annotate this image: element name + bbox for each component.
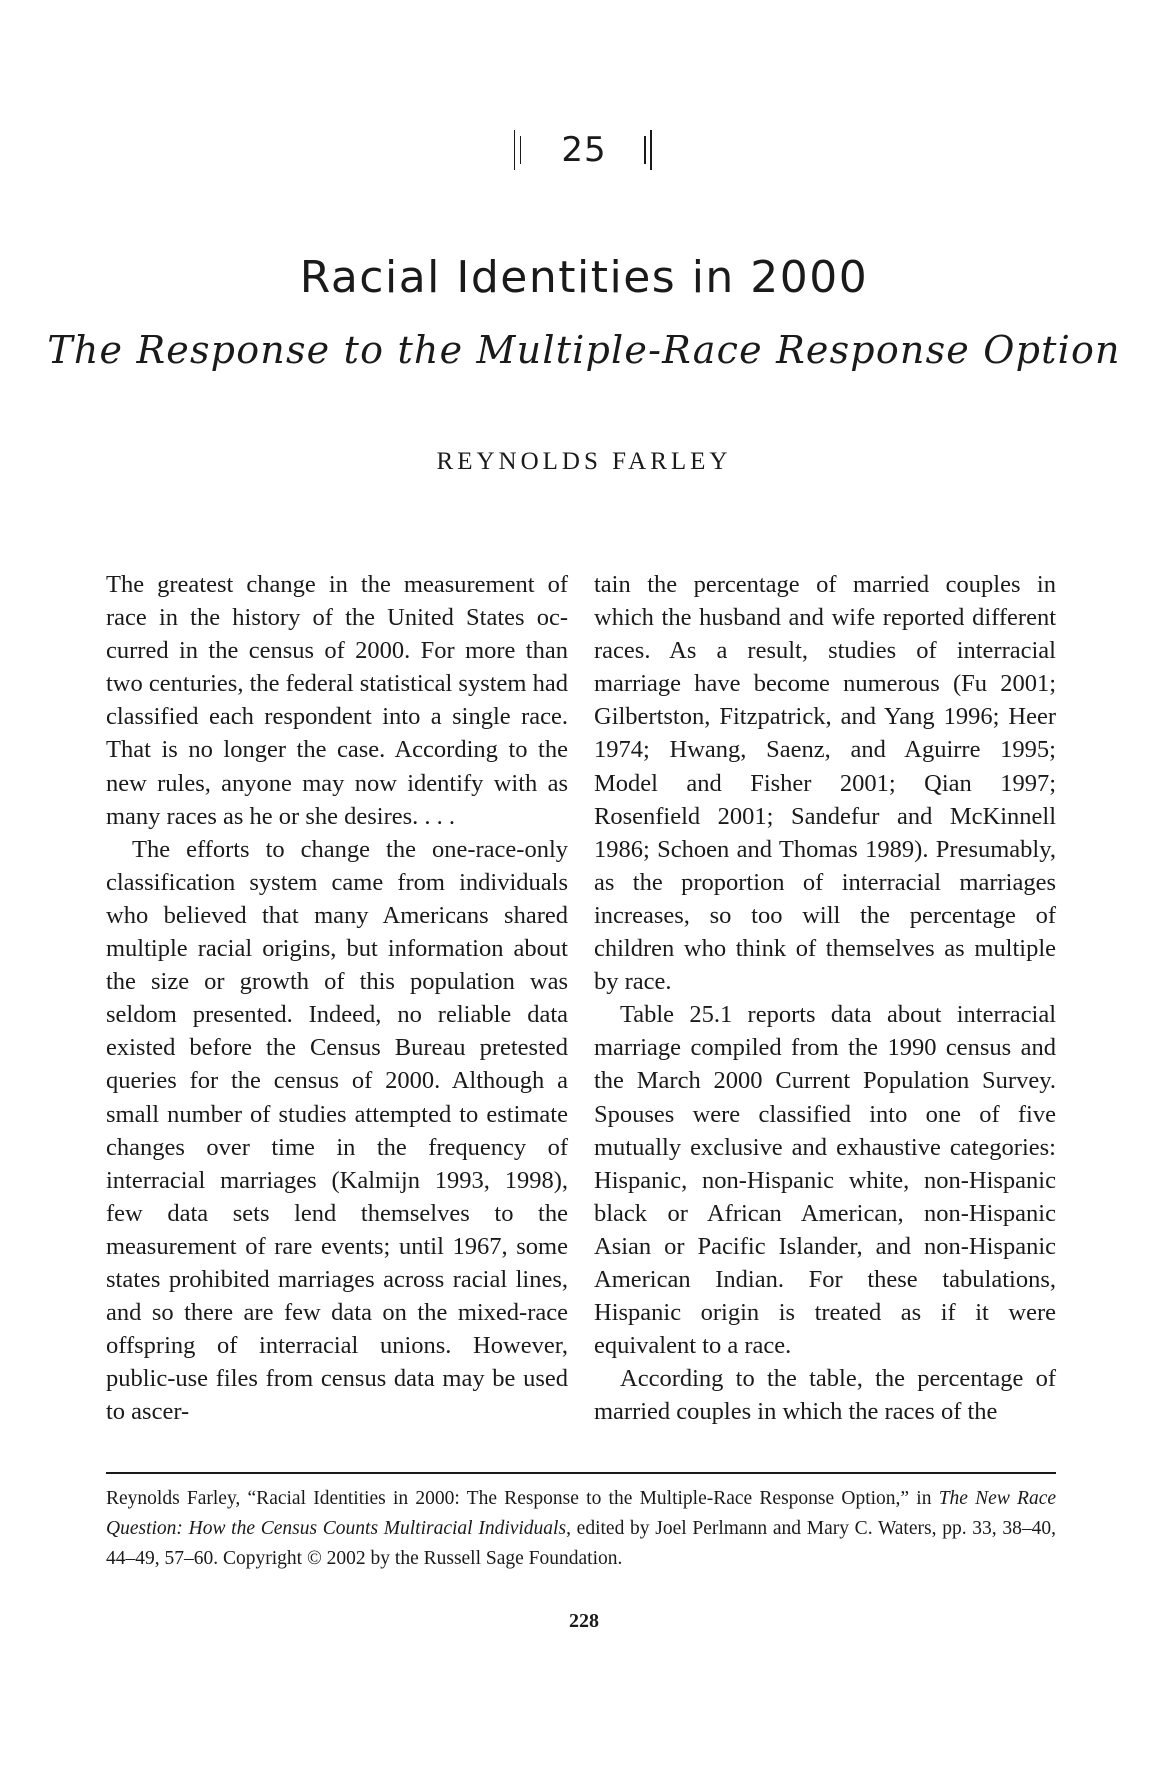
chapter-title: Racial Identities in 2000 [299,252,869,303]
chapter-subtitle: The Response to the Multiple-Race Response Option [47,328,1121,372]
chapter-number: 25 [561,129,607,170]
footnote-divider [106,1472,1056,1474]
source-footnote [106,1484,1056,1574]
left-double-bar-ornament [514,130,524,170]
right-double-bar-ornament [644,130,654,170]
footnote-text-start: Reynolds Farley, “Racial Identities in 2000: The Response to the Multiple-Race Response Option,” in [106,1488,939,1509]
chapter-author: REYNOLDS FARLEY [436,448,732,475]
right-column [594,568,1056,1428]
right-paragraph-3: According to the table, the percentage of married couples in which the races of the [594,1365,1056,1426]
left-paragraph-1: The greatest change in the measurement of race in the history of the United States occurred in the census of 2000. For more than two centuries, the federal statistical system had classified each respondent into a single race. That is no longer the case. According to the new rules, anyone may now identify with as many races as he or she desires. . . . [106,571,568,830]
left-column [106,568,568,1428]
footnote-text-end: , edited by Joel Perlmann and Mary C. Waters, pp. 33, 38–40, 44–49, 57–60. Copyright © 2002 by the Russell Sage Foundation. [106,1518,1057,1569]
footnote-book-title: The New Race Question: How the Census Counts Multiracial Individuals [106,1488,1057,1539]
chapter-number-marker [0,128,1168,170]
left-paragraph-2: The efforts to change the one-race-only classification system came from individuals who believed that many Americans shared multiple racial origins, but information about the size or growth of this population was seldom presented. Indeed, no reliable data existed before the Census Bureau pretested queries for the census of 2000. Although a small number of studies attempted to estimate changes over time in the frequency of interracial marriages (Kalmijn 1993, 1998), few data sets lend themselves to the measurement of rare events; until 1967, some states prohibited marriages across racial lines, and so there are few data on the mixed-race offspring of interracial unions. However, public-use files from census data may be used to ascer- [106,835,568,1426]
body-text-columns [106,568,1056,1428]
page-number: 228 [569,1610,599,1632]
right-paragraph-2: Table 25.1 reports data about interracial marriage compiled from the 1990 census and the March 2000 Current Population Survey. Spouses were classified into one of five mutually exclusive and exhaustive categories: Hispanic, non-Hispanic white, non-Hispanic black or African American, non-Hispanic Asian or Pacific Islander, and non-Hispanic American Indian. For these tabulations, Hispanic origin is treated as if it were equivalent to a race. [594,1001,1056,1360]
right-paragraph-1: tain the percentage of married couples in which the husband and wife reported different races. As a result, studies of interracial marriage have become numerous (Fu 2001; Gilbertston, Fitzpatrick, and Yang 1996; Heer 1974; Hwang, Saenz, and Aguirre 1995; Model and Fisher 2001; Qian 1997; Rosenfield 2001; Sandefur and McKinnell 1986; Schoen and Thomas 1989). Presumably, as the proportion of interracial marriages increases, so too will the percentage of children who think of themselves as multiple by race. [594,571,1056,996]
